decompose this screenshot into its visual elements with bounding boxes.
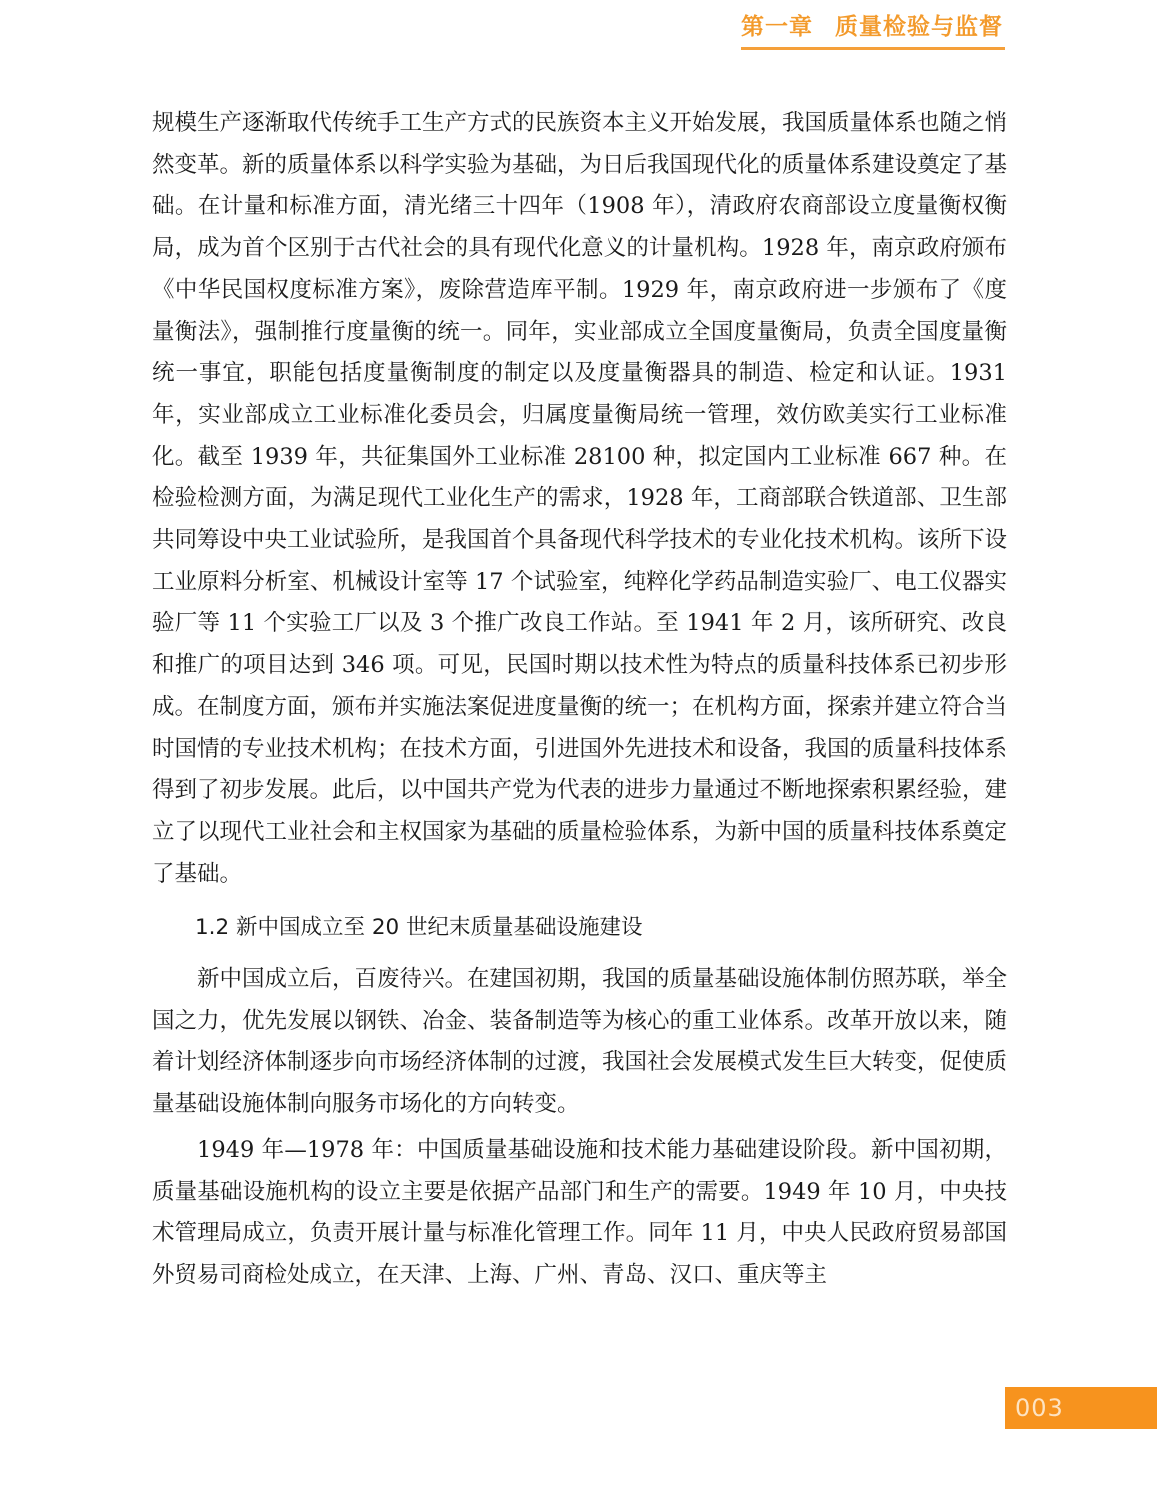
page-number: 003: [1005, 1387, 1157, 1429]
section-heading: 1.2 新中国成立至 20 世纪末质量基础设施建设: [195, 915, 643, 941]
page-body: [152, 103, 1007, 1297]
chapter-title: 质量检验与监督: [835, 14, 1003, 40]
paragraph-2: 新中国成立后，百废待兴。在建国初期，我国的质量基础设施体制仿照苏联，举全国之力，优先发展以钢铁、冶金、装备制造等为核心的重工业体系。改革开放以来，随着计划经济体制逐步向市场经济体制的过渡，我国社会发展模式发生巨大转变，促使质量基础设施体制向服务市场化的方向转变。: [152, 966, 1008, 1118]
paragraph-3: 1949 年—1978 年：中国质量基础设施和技术能力基础建设阶段。新中国初期，质量基础设施机构的设立主要是依据产品部门和生产的需要。1949 年 10 月，中央技术管理局成立，负责开展计量与标准化管理工作。同年 11 月，中央人民政府贸易部国外贸易司商检处成立，在天津、上海、广州、青岛、汉口、重庆等主: [152, 1136, 1007, 1288]
chapter-number: 第一章: [741, 14, 813, 40]
paragraph-1: 规模生产逐渐取代传统手工生产方式的民族资本主义开始发展，我国质量体系也随之悄然变革。新的质量体系以科学实验为基础，为日后我国现代化的质量体系建设奠定了基础。在计量和标准方面，清光绪三十四年（1908 年），清政府农商部设立度量衡权衡局，成为首个区别于古代社会的具有现代化意义的计量机构。1928 年，南京政府颁布《中华民国权度标准方案》，废除营造库平制。1929 年，南京政府进一步颁布了《度量衡法》，强制推行度量衡的统一。同年，实业部成立全国度量衡局，负责全国度量衡统一事宜，职能包括度量衡制度的制定以及度量衡器具的制造、检定和认证。1931 年，实业部成立工业标准化委员会，归属度量衡局统一管理，效仿欧美实行工业标准化。截至 1939 年，共征集国外工业标准 28100 种，拟定国内工业标准 667 种。在检验检测方面，为满足现代工业化生产的需求，1928 年，工商部联合铁道部、卫生部共同筹设中央工业试验所，是我国首个具备现代科学技术的专业化技术机构。该所下设工业原料分析室、机械设计室等 17 个试验室，纯粹化学药品制造实验厂、电工仪器实验厂等 11 个实验工厂以及 3 个推广改良工作站。至 1941 年 2 月，该所研究、改良和推广的项目达到 346 项。可见，民国时期以技术性为特点的质量科技体系已初步形成。在制度方面，颁布并实施法案促进度量衡的统一；在机构方面，探索并建立符合当时国情的专业技术机构；在技术方面，引进国外先进技术和设备，我国的质量科技体系得到了初步发展。此后，以中国共产党为代表的进步力量通过不断地探索积累经验，建立了以现代工业社会和主权国家为基础的质量检验体系，为新中国的质量科技体系奠定了基础。: [152, 110, 1008, 887]
chapter-header: [741, 8, 1005, 50]
